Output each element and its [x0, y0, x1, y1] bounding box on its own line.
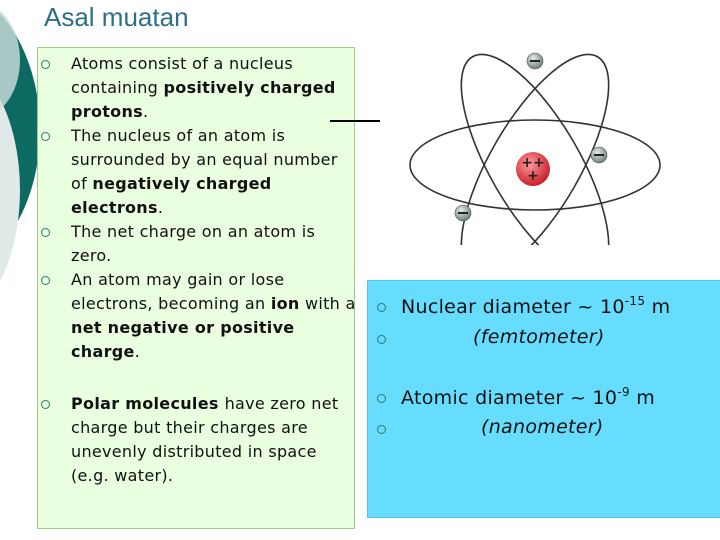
bullet-item: Atoms consist of a nucleus containing positively charged protons.: [38, 52, 358, 124]
nucleus-plus-icon: ++: [521, 155, 545, 171]
electron: [527, 53, 543, 69]
electron: [591, 147, 607, 163]
bullet-circle-icon: [41, 400, 50, 409]
bullet-item: The nucleus of an atom is surrounded by an equal number of negatively charged electrons.: [38, 124, 358, 220]
bullet-circle-icon: [377, 425, 386, 434]
atom-diagram: [405, 45, 670, 245]
bullet-circle-icon: [41, 60, 50, 69]
bullet-circle-icon: [377, 394, 386, 403]
bullet-item: The net charge on an atom is zero.: [38, 220, 358, 268]
bullet-circle-icon: [41, 132, 50, 141]
nucleus-plus-icon: +: [527, 168, 539, 184]
bullet-circle-icon: [41, 228, 50, 237]
slide-title: Asal muatan: [44, 2, 189, 32]
bullet-circle-icon: [41, 276, 50, 285]
left-bullet-list: [38, 52, 358, 488]
bullet-circle-icon: [377, 335, 386, 344]
bullet-circle-icon: [377, 303, 386, 312]
bullet-item: Polar molecules have zero net charge but their charges are unevenly distributed in space (e.g. water).: [38, 392, 358, 488]
electron: [455, 205, 471, 221]
bullet-item: An atom may gain or lose electrons, becoming an ion with a net negative or positive charge.: [38, 268, 358, 364]
